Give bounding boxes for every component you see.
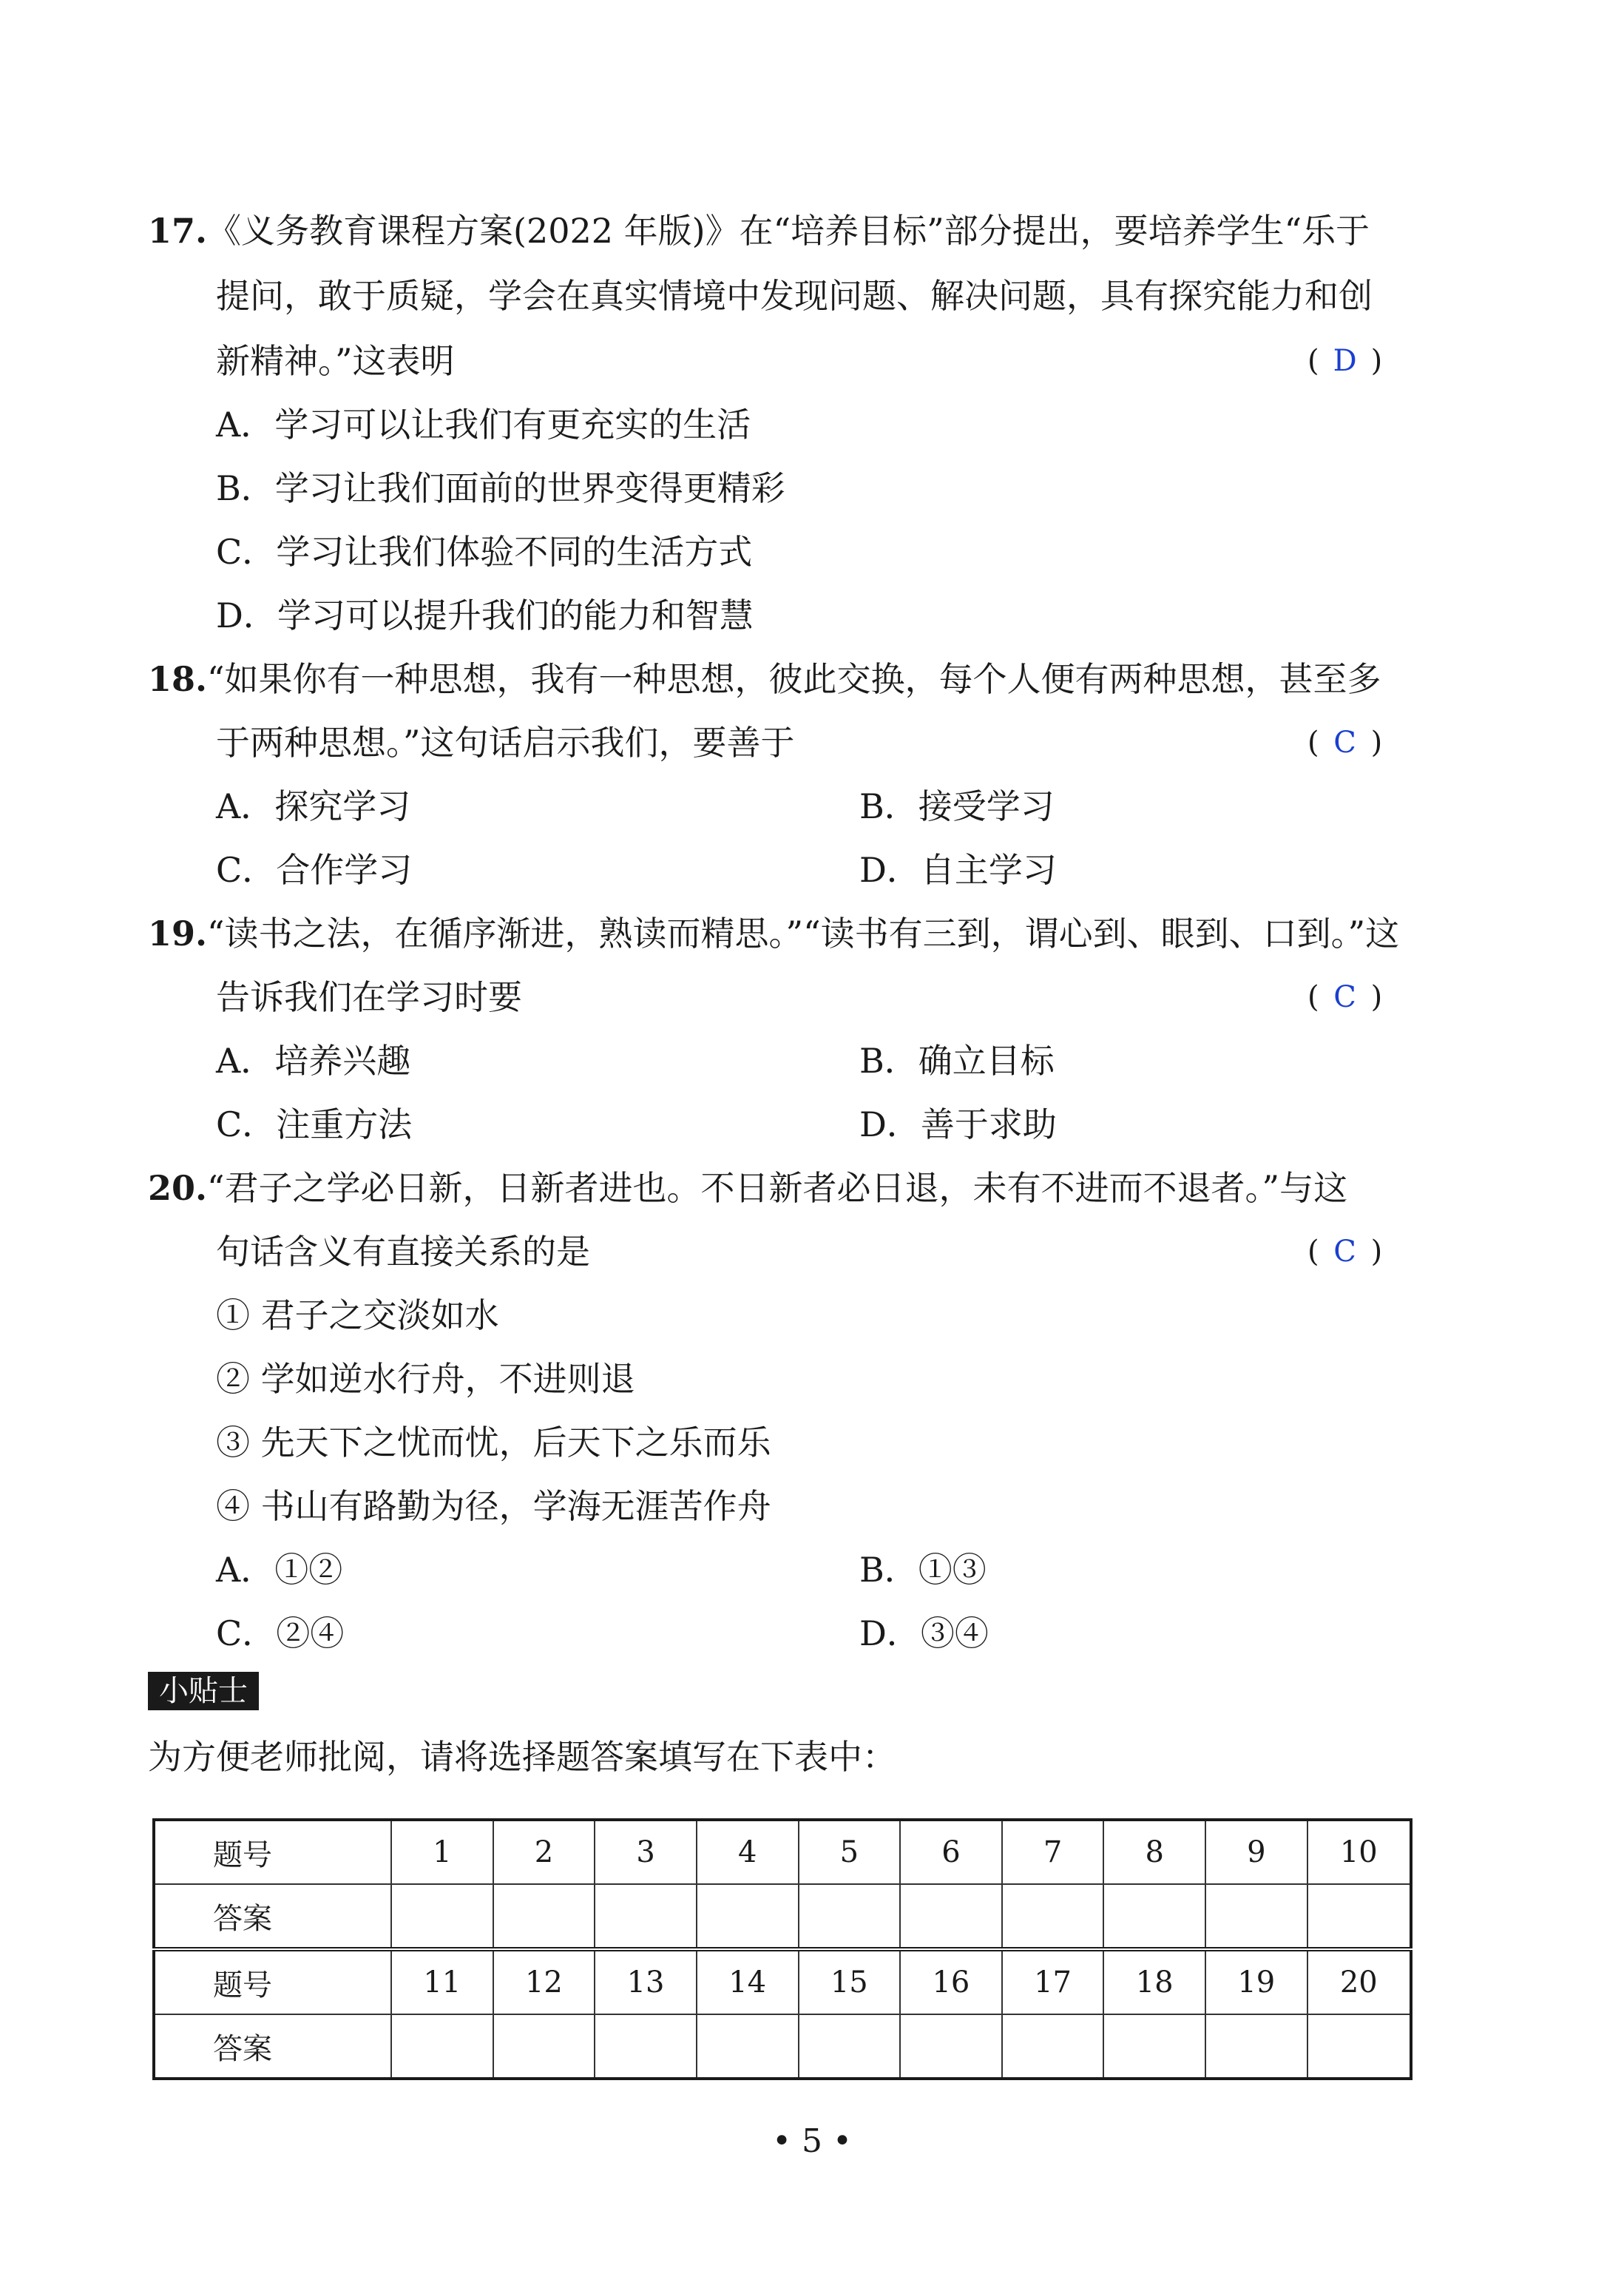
statement-1: ① 君子之交淡如水: [216, 1295, 499, 1335]
answer-19: [1307, 975, 1382, 1019]
qnum-cell: 19: [1205, 1949, 1307, 2014]
option-b: B．接受学习: [859, 786, 1055, 826]
option-d: D．善于求助: [859, 1104, 1057, 1144]
answer-letter: C: [1333, 1235, 1356, 1269]
qnum-cell: 10: [1307, 1820, 1411, 1884]
qnum-cell: 6: [900, 1820, 1002, 1884]
answer-letter: C: [1333, 726, 1356, 760]
answer-paren-left: (: [1307, 980, 1319, 1014]
statement-3: ③ 先天下之忧而忧，后天下之乐而乐: [216, 1423, 771, 1462]
answer-cell[interactable]: [1103, 1884, 1205, 1949]
qnum-cell: 8: [1103, 1820, 1205, 1884]
answer-cell[interactable]: [493, 2014, 595, 2079]
table-row: [154, 1949, 1411, 2014]
answer-cell[interactable]: [1307, 1884, 1411, 1949]
qnum-cell: 2: [493, 1820, 595, 1884]
qnum-cell: 7: [1002, 1820, 1104, 1884]
answer-paren-left: (: [1307, 1235, 1319, 1269]
tip-badge: 小贴士: [148, 1672, 259, 1710]
question-text: “君子之学必日新，日新者进也。不日新者必日退，未有不进而不退者。”与这: [207, 1168, 1348, 1208]
qnum-header: 题号: [154, 1820, 391, 1884]
option-a: A．①②: [216, 1550, 343, 1590]
answer-cell[interactable]: [900, 1884, 1002, 1949]
option-a: A．培养兴趣: [216, 1041, 411, 1081]
page-number: • 5 •: [772, 2122, 852, 2160]
answer-paren-right: ): [1370, 1235, 1383, 1269]
qnum-cell: 17: [1002, 1949, 1104, 2014]
qnum-cell: 15: [799, 1949, 901, 2014]
question-text: “如果你有一种思想，我有一种思想，彼此交换，每个人便有两种思想，甚至多: [207, 659, 1381, 699]
qnum-cell: 16: [900, 1949, 1002, 2014]
answer-cell[interactable]: [900, 2014, 1002, 2079]
qnum-cell: 18: [1103, 1949, 1205, 2014]
qnum-cell: 9: [1205, 1820, 1307, 1884]
qnum-cell: 1: [391, 1820, 493, 1884]
question-17-line-3: 新精神。”这表明: [216, 341, 455, 381]
question-18-line-1: [148, 657, 1381, 701]
answer-cell[interactable]: [799, 2014, 901, 2079]
qnum-cell: 14: [697, 1949, 799, 2014]
answer-cell[interactable]: [595, 2014, 697, 2079]
answer-20: [1307, 1229, 1382, 1274]
qnum-cell: 11: [391, 1949, 493, 2014]
tip-text: 为方便老师批阅，请将选择题答案填写在下表中：: [148, 1737, 896, 1777]
qnum-cell: 4: [697, 1820, 799, 1884]
answer-paren-right: ): [1370, 344, 1383, 378]
option-c: C．合作学习: [216, 850, 413, 890]
option-c: C．注重方法: [216, 1104, 413, 1144]
answer-sheet-table: [152, 1818, 1412, 2080]
table-row: [154, 1820, 1411, 1884]
answer-cell[interactable]: [1307, 2014, 1411, 2079]
qnum-cell: 5: [799, 1820, 901, 1884]
answer-letter: D: [1333, 344, 1357, 378]
option-d: D．③④: [859, 1613, 989, 1653]
answer-cell[interactable]: [595, 1884, 697, 1949]
answer-cell[interactable]: [1205, 1884, 1307, 1949]
question-text: 《义务教育课程方案(2022 年版)》在“培养目标”部分提出，要培养学生“乐于: [207, 211, 1370, 251]
answer-cell[interactable]: [799, 1884, 901, 1949]
question-text: “读书之法，在循序渐进，熟读而精思。”“读书有三到，谓心到、眼到、口到。”这: [207, 914, 1400, 954]
qnum-header: 题号: [154, 1949, 391, 2014]
question-17-line-1: [148, 209, 1370, 253]
answer-cell[interactable]: [697, 2014, 799, 2079]
answer-header: 答案: [154, 2014, 391, 2079]
statement-4: ④ 书山有路勤为径，学海无涯苦作舟: [216, 1486, 771, 1526]
option-a: A．学习可以让我们有更充实的生活: [216, 405, 751, 445]
question-17-line-2: 提问，敢于质疑，学会在真实情境中发现问题、解决问题，具有探究能力和创: [216, 276, 1373, 316]
question-number: 18.: [148, 659, 208, 699]
option-b: B．①③: [859, 1550, 987, 1590]
answer-paren-left: (: [1307, 344, 1319, 378]
table-row: [154, 1884, 1411, 1949]
option-a: A．探究学习: [216, 786, 411, 826]
option-d: D．自主学习: [859, 850, 1057, 890]
option-b: B．学习让我们面前的世界变得更精彩: [216, 468, 785, 508]
answer-cell[interactable]: [1205, 2014, 1307, 2079]
answer-cell[interactable]: [493, 1884, 595, 1949]
question-number: 20.: [148, 1168, 208, 1208]
option-d: D．学习可以提升我们的能力和智慧: [216, 595, 754, 635]
answer-cell[interactable]: [1002, 1884, 1104, 1949]
option-b: B．确立目标: [859, 1041, 1055, 1081]
answer-cell[interactable]: [1103, 2014, 1205, 2079]
option-c: C．学习让我们体验不同的生活方式: [216, 532, 753, 572]
question-number: 19.: [148, 914, 208, 954]
answer-17: [1307, 339, 1382, 383]
question-20-line-2: 句话含义有直接关系的是: [216, 1232, 590, 1272]
qnum-cell: 12: [493, 1949, 595, 2014]
answer-paren-right: ): [1370, 980, 1383, 1014]
answer-paren-right: ): [1370, 726, 1383, 760]
option-c: C．②④: [216, 1613, 345, 1653]
statement-2: ② 学如逆水行舟，不进则退: [216, 1359, 635, 1399]
answer-cell[interactable]: [697, 1884, 799, 1949]
question-number: 17.: [148, 211, 208, 251]
question-20-line-1: [148, 1166, 1347, 1210]
qnum-cell: 13: [595, 1949, 697, 2014]
answer-paren-left: (: [1307, 726, 1319, 760]
answer-letter: C: [1333, 980, 1356, 1014]
qnum-cell: 20: [1307, 1949, 1411, 2014]
answer-cell[interactable]: [1002, 2014, 1104, 2079]
answer-cell[interactable]: [391, 2014, 493, 2079]
qnum-cell: 3: [595, 1820, 697, 1884]
question-18-line-2: 于两种思想。”这句话启示我们，要善于: [216, 723, 795, 763]
table-row: [154, 2014, 1411, 2079]
question-19-line-2: 告诉我们在学习时要: [216, 977, 522, 1017]
answer-18: [1307, 721, 1382, 765]
question-19-line-1: [148, 911, 1399, 956]
answer-header: 答案: [154, 1884, 391, 1949]
answer-cell[interactable]: [391, 1884, 493, 1949]
